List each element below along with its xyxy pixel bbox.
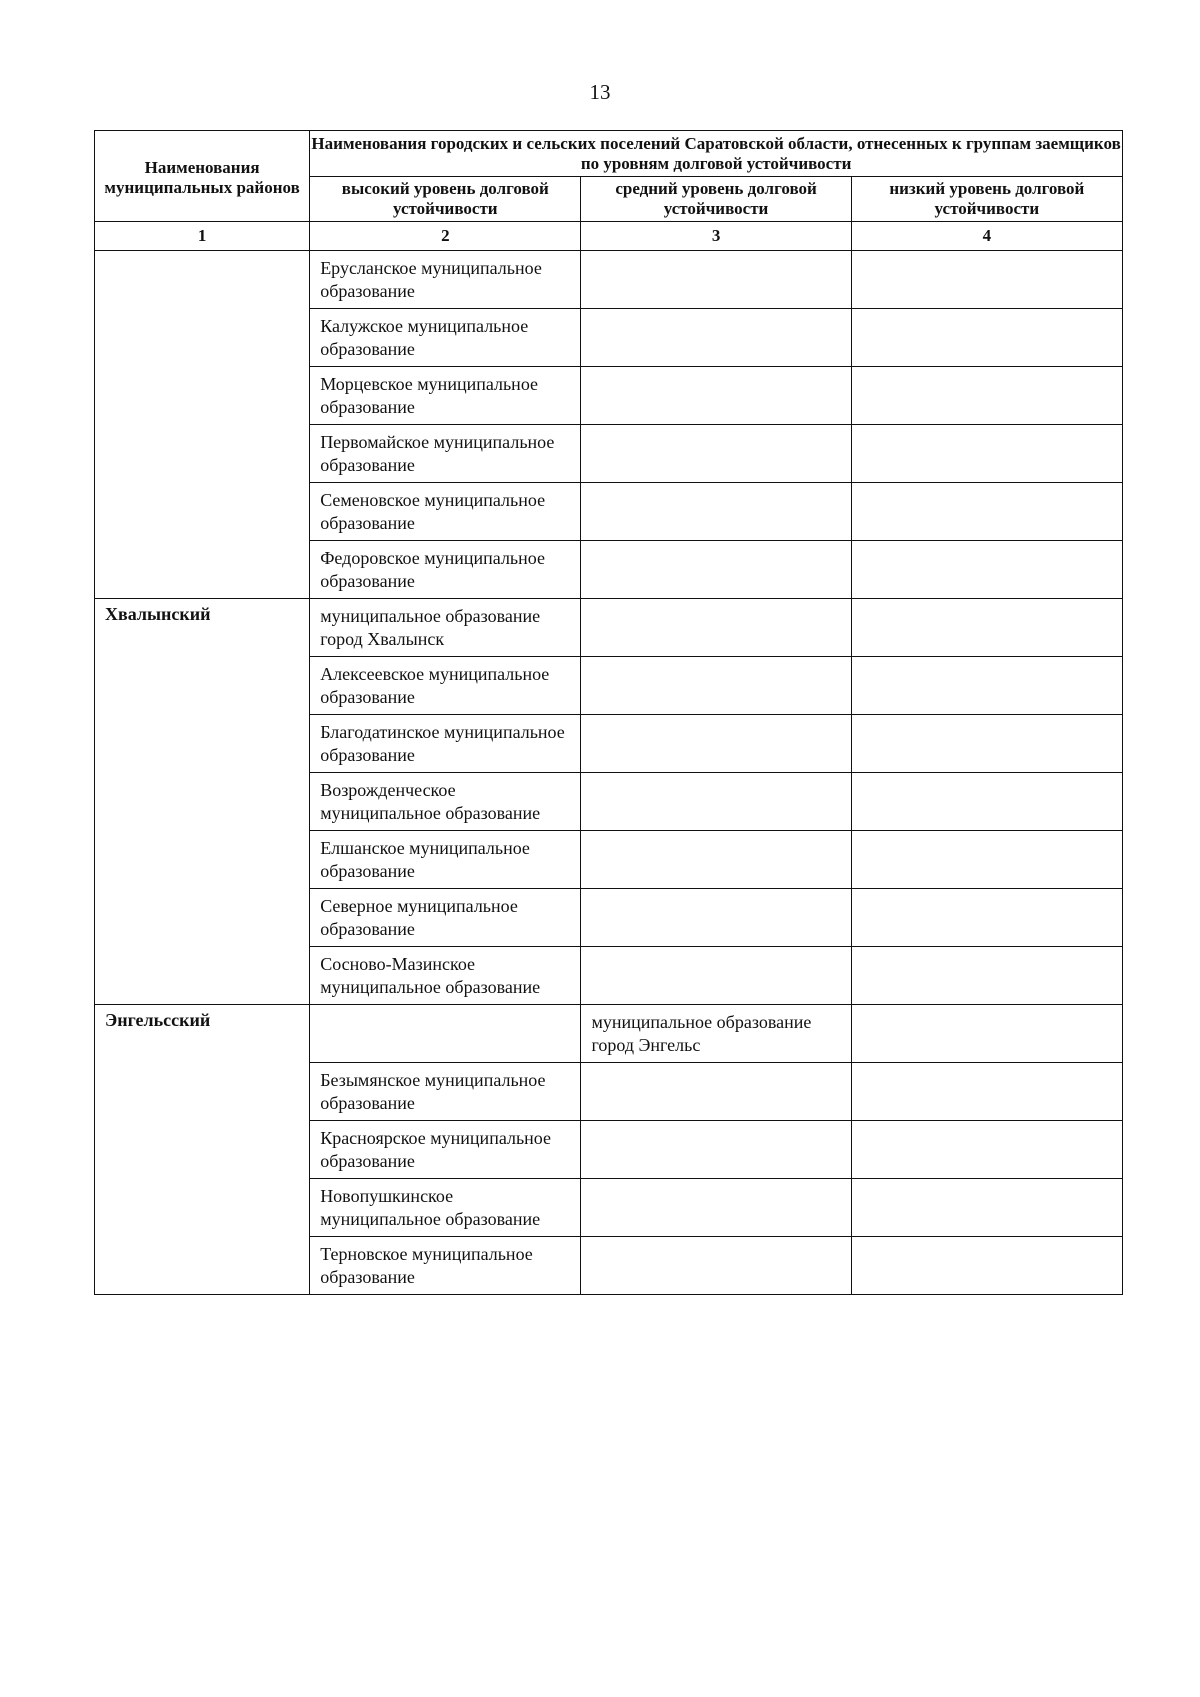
district-name-cell: Хвалынский	[95, 599, 310, 1005]
table-row	[95, 1005, 1123, 1063]
settlement-medium-cell	[581, 1063, 851, 1121]
settlement-high-cell: Сосново-Мазинское муниципальное образование	[310, 947, 581, 1005]
header-high-level: высокий уровень долговой устойчивости	[310, 177, 581, 222]
header-medium-level: средний уровень долговой устойчивости	[581, 177, 851, 222]
settlement-low-cell	[851, 1063, 1122, 1121]
settlement-low-cell	[851, 947, 1122, 1005]
settlement-high-cell: Калужское муниципальное образование	[310, 309, 581, 367]
settlement-high-cell	[310, 1005, 581, 1063]
settlement-low-cell	[851, 541, 1122, 599]
debt-sustainability-table	[94, 130, 1123, 1295]
settlement-medium-cell	[581, 1237, 851, 1295]
settlement-high-cell: Благодатинское муниципальное образование	[310, 715, 581, 773]
settlement-low-cell	[851, 1005, 1122, 1063]
settlement-low-cell	[851, 715, 1122, 773]
settlement-low-cell	[851, 599, 1122, 657]
settlement-high-cell: Ерусланское муниципальное образование	[310, 251, 581, 309]
table-row	[95, 251, 1123, 309]
settlement-low-cell	[851, 1121, 1122, 1179]
settlement-high-cell: Морцевское муниципальное образование	[310, 367, 581, 425]
settlement-high-cell: Красноярское муниципальное образование	[310, 1121, 581, 1179]
district-name-cell: Энгельсский	[95, 1005, 310, 1295]
settlement-high-cell: Елшанское муниципальное образование	[310, 831, 581, 889]
settlement-high-cell: Семеновское муниципальное образование	[310, 483, 581, 541]
settlement-medium-cell: муниципальное образование город Энгельс	[581, 1005, 851, 1063]
settlement-low-cell	[851, 367, 1122, 425]
settlement-medium-cell	[581, 831, 851, 889]
settlement-medium-cell	[581, 947, 851, 1005]
settlement-high-cell: Безымянское муниципальное образование	[310, 1063, 581, 1121]
header-col-number-4: 4	[851, 222, 1122, 251]
settlement-medium-cell	[581, 541, 851, 599]
table-header	[95, 131, 1123, 251]
settlement-low-cell	[851, 251, 1122, 309]
settlement-low-cell	[851, 657, 1122, 715]
settlement-medium-cell	[581, 657, 851, 715]
settlement-low-cell	[851, 831, 1122, 889]
settlement-high-cell: Северное муниципальное образование	[310, 889, 581, 947]
settlement-low-cell	[851, 425, 1122, 483]
settlement-low-cell	[851, 483, 1122, 541]
header-col-number-2: 2	[310, 222, 581, 251]
settlement-low-cell	[851, 309, 1122, 367]
settlement-low-cell	[851, 889, 1122, 947]
settlement-medium-cell	[581, 773, 851, 831]
header-col-number-1: 1	[95, 222, 310, 251]
settlement-low-cell	[851, 773, 1122, 831]
header-low-level: низкий уровень долговой устойчивости	[851, 177, 1122, 222]
settlement-medium-cell	[581, 715, 851, 773]
table-body	[95, 251, 1123, 1295]
settlement-high-cell: Федоровское муниципальное образование	[310, 541, 581, 599]
settlement-medium-cell	[581, 889, 851, 947]
settlement-low-cell	[851, 1237, 1122, 1295]
settlement-low-cell	[851, 1179, 1122, 1237]
district-name-cell	[95, 251, 310, 599]
settlement-high-cell: Новопушкинское муниципальное образование	[310, 1179, 581, 1237]
header-col-number-3: 3	[581, 222, 851, 251]
settlement-high-cell: Возрожденческое муниципальное образование	[310, 773, 581, 831]
table-row	[95, 599, 1123, 657]
settlement-medium-cell	[581, 1121, 851, 1179]
settlement-high-cell: Терновское муниципальное образование	[310, 1237, 581, 1295]
header-district: Наименования муниципальных районов	[95, 131, 310, 222]
settlement-medium-cell	[581, 425, 851, 483]
settlement-medium-cell	[581, 251, 851, 309]
settlement-high-cell: Алексеевское муниципальное образование	[310, 657, 581, 715]
settlement-medium-cell	[581, 309, 851, 367]
settlement-medium-cell	[581, 483, 851, 541]
settlement-medium-cell	[581, 1179, 851, 1237]
settlement-medium-cell	[581, 599, 851, 657]
settlement-medium-cell	[581, 367, 851, 425]
settlement-high-cell: Первомайское муниципальное образование	[310, 425, 581, 483]
page-number: 13	[589, 80, 611, 104]
settlement-high-cell: муниципальное образование город Хвалынск	[310, 599, 581, 657]
header-settlement-groups: Наименования городских и сельских поселений Саратовской области, отнесенных к группам заемщиков по уровням долговой устойчивости	[310, 131, 1123, 177]
